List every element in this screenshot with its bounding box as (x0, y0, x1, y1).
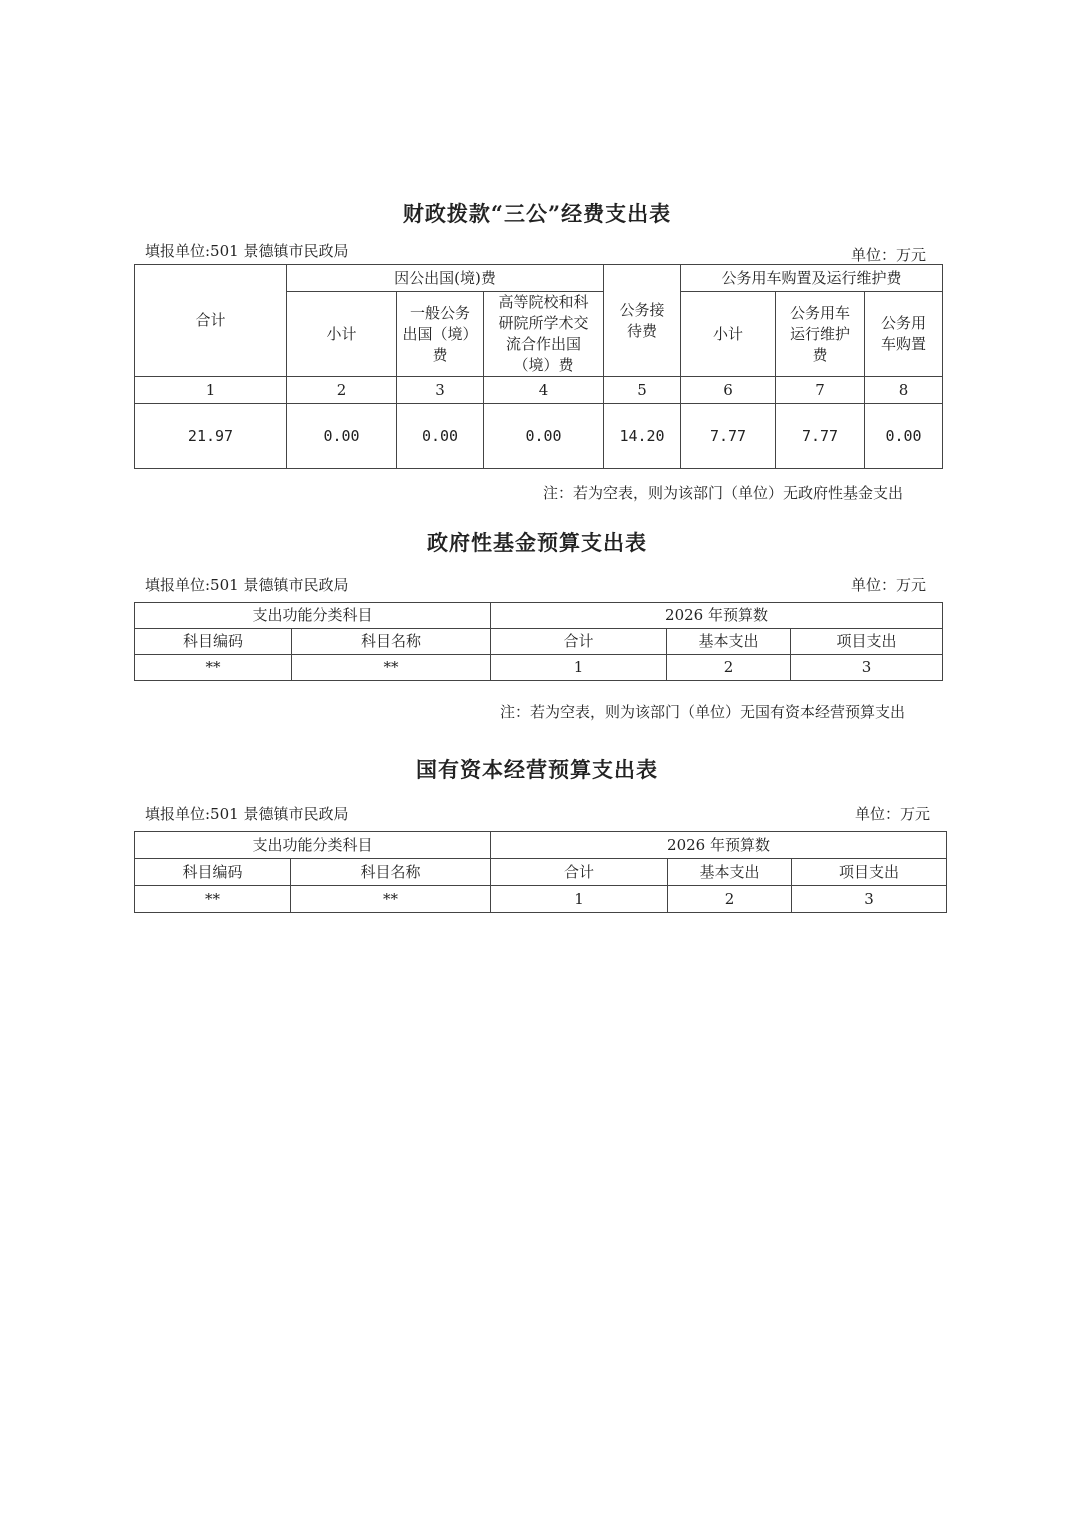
header-function-category: 支出功能分类科目 (135, 603, 491, 629)
table3-unit-left: 填报单位:501 景德镇市民政局 (145, 805, 349, 823)
table-row (135, 886, 947, 913)
index-cell: 5 (604, 377, 681, 404)
index-cell: 4 (484, 377, 604, 404)
value-cell: 7.77 (681, 404, 776, 469)
table3-state-capital (134, 831, 947, 913)
value-cell: 0.00 (397, 404, 484, 469)
table2-unit-right: 单位：万元 (851, 576, 927, 594)
header-vehicle-purchase: 公务用 车购置 (865, 292, 943, 377)
table2-note: 注：若为空表，则为该部门（单位）无国有资本经营预算支出 (500, 703, 906, 721)
table-row (135, 655, 943, 681)
value-cell: 0.00 (484, 404, 604, 469)
value-cell: 0.00 (287, 404, 397, 469)
header-abroad-subtotal: 小计 (287, 292, 397, 377)
cell: ** (292, 655, 491, 681)
value-cell: 0.00 (865, 404, 943, 469)
table1-note: 注：若为空表，则为该部门（单位）无政府性基金支出 (543, 484, 904, 502)
header-abroad-academic: 高等院校和科 研院所学术交 流合作出国 （境）费 (484, 292, 604, 377)
header-budget: 2026 年预算数 (491, 603, 943, 629)
header-total: 合计 (135, 265, 287, 377)
header-basic-expense: 基本支出 (667, 629, 791, 655)
table2-unit-left: 填报单位:501 景德镇市民政局 (145, 576, 349, 594)
header-project-expense: 项目支出 (791, 629, 943, 655)
cell: 1 (491, 655, 667, 681)
index-cell: 8 (865, 377, 943, 404)
header-function-category: 支出功能分类科目 (135, 832, 491, 859)
cell: ** (135, 655, 292, 681)
table1-three-public-expenses (134, 264, 943, 469)
table-row (135, 377, 943, 404)
header-reception: 公务接 待费 (604, 265, 681, 377)
cell: ** (135, 886, 291, 913)
index-cell: 6 (681, 377, 776, 404)
value-cell: 21.97 (135, 404, 287, 469)
cell: 2 (667, 655, 791, 681)
table1-unit-left: 填报单位:501 景德镇市民政局 (145, 242, 349, 260)
header-subject-name: 科目名称 (292, 629, 491, 655)
header-subject-code: 科目编码 (135, 859, 291, 886)
header-total: 合计 (491, 629, 667, 655)
table1-title: 财政拨款“三公”经费支出表 (402, 201, 672, 226)
cell: 3 (791, 655, 943, 681)
index-cell: 1 (135, 377, 287, 404)
index-cell: 2 (287, 377, 397, 404)
table3-unit-right: 单位：万元 (855, 805, 931, 823)
index-cell: 7 (776, 377, 865, 404)
header-abroad: 因公出国(境)费 (287, 265, 604, 292)
cell: 3 (792, 886, 947, 913)
value-cell: 7.77 (776, 404, 865, 469)
header-abroad-general: 一般公务 出国（境） 费 (397, 292, 484, 377)
header-project-expense: 项目支出 (792, 859, 947, 886)
table2-government-fund (134, 602, 943, 681)
cell: 2 (668, 886, 792, 913)
header-vehicle: 公务用车购置及运行维护费 (681, 265, 943, 292)
table3-title: 国有资本经营预算支出表 (416, 757, 658, 782)
cell: ** (291, 886, 491, 913)
table2-title: 政府性基金预算支出表 (427, 530, 647, 555)
index-cell: 3 (397, 377, 484, 404)
header-budget: 2026 年预算数 (491, 832, 947, 859)
header-total: 合计 (491, 859, 668, 886)
header-subject-name: 科目名称 (291, 859, 491, 886)
value-cell: 14.20 (604, 404, 681, 469)
header-subject-code: 科目编码 (135, 629, 292, 655)
header-basic-expense: 基本支出 (668, 859, 792, 886)
table-row (135, 404, 943, 469)
header-vehicle-running: 公务用车 运行维护 费 (776, 292, 865, 377)
table1-unit-right: 单位：万元 (851, 246, 927, 264)
header-vehicle-subtotal: 小计 (681, 292, 776, 377)
cell: 1 (491, 886, 668, 913)
